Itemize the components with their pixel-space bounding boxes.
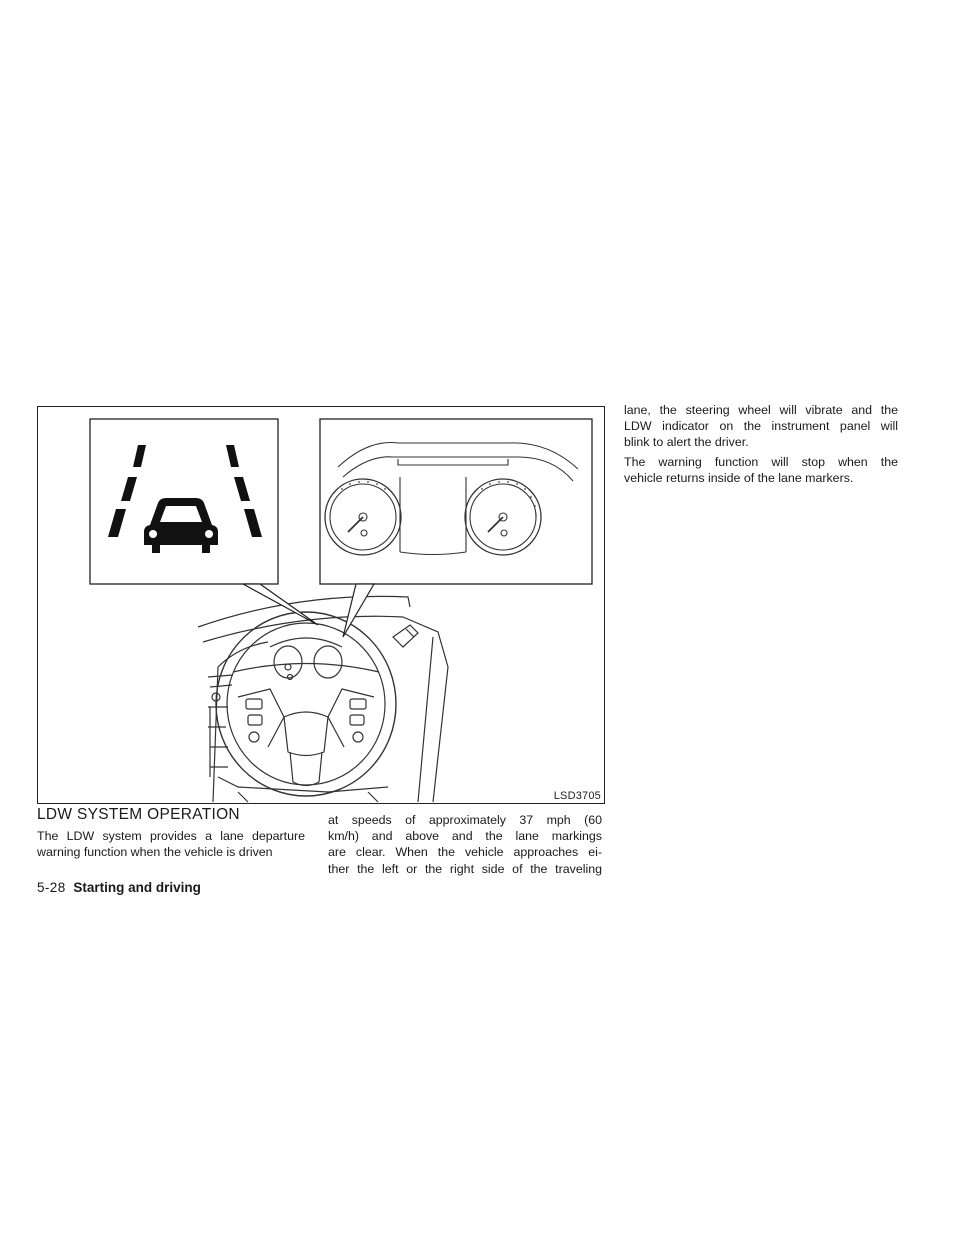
text-line: are clear. When the vehicle approaches ei- — [328, 845, 602, 860]
page-number: 5-28 — [37, 880, 66, 895]
text-line: LDW indicator on the instrument panel will — [624, 419, 898, 434]
text-line: The warning function will stop when the — [624, 455, 898, 469]
body-paragraph-1-col1 — [37, 828, 305, 860]
section-heading: LDW SYSTEM OPERATION — [37, 806, 240, 823]
body-paragraph-2 — [624, 454, 898, 486]
illustration-figure — [37, 406, 605, 804]
body-paragraph-1-col2 — [328, 812, 602, 877]
text-line: lane, the steering wheel will vibrate and the — [624, 403, 898, 417]
ldw-illustration — [38, 407, 605, 804]
text-line: at speeds of approximately 37 mph (60 — [328, 813, 602, 827]
chapter-title: Starting and driving — [73, 880, 201, 895]
figure-code: LSD3705 — [553, 790, 601, 802]
text-line: km/h) and above and the lane markings — [328, 829, 602, 844]
page-footer — [37, 880, 201, 895]
text-line: vehicle returns inside of the lane markers. — [624, 471, 854, 486]
text-line: The LDW system provides a lane departure — [37, 829, 305, 843]
text-line: warning function when the vehicle is driven — [37, 845, 273, 860]
text-line: ther the left or the right side of the traveling — [328, 861, 602, 876]
text-line: blink to alert the driver. — [624, 435, 749, 450]
body-paragraph-1-col3 — [624, 402, 898, 451]
